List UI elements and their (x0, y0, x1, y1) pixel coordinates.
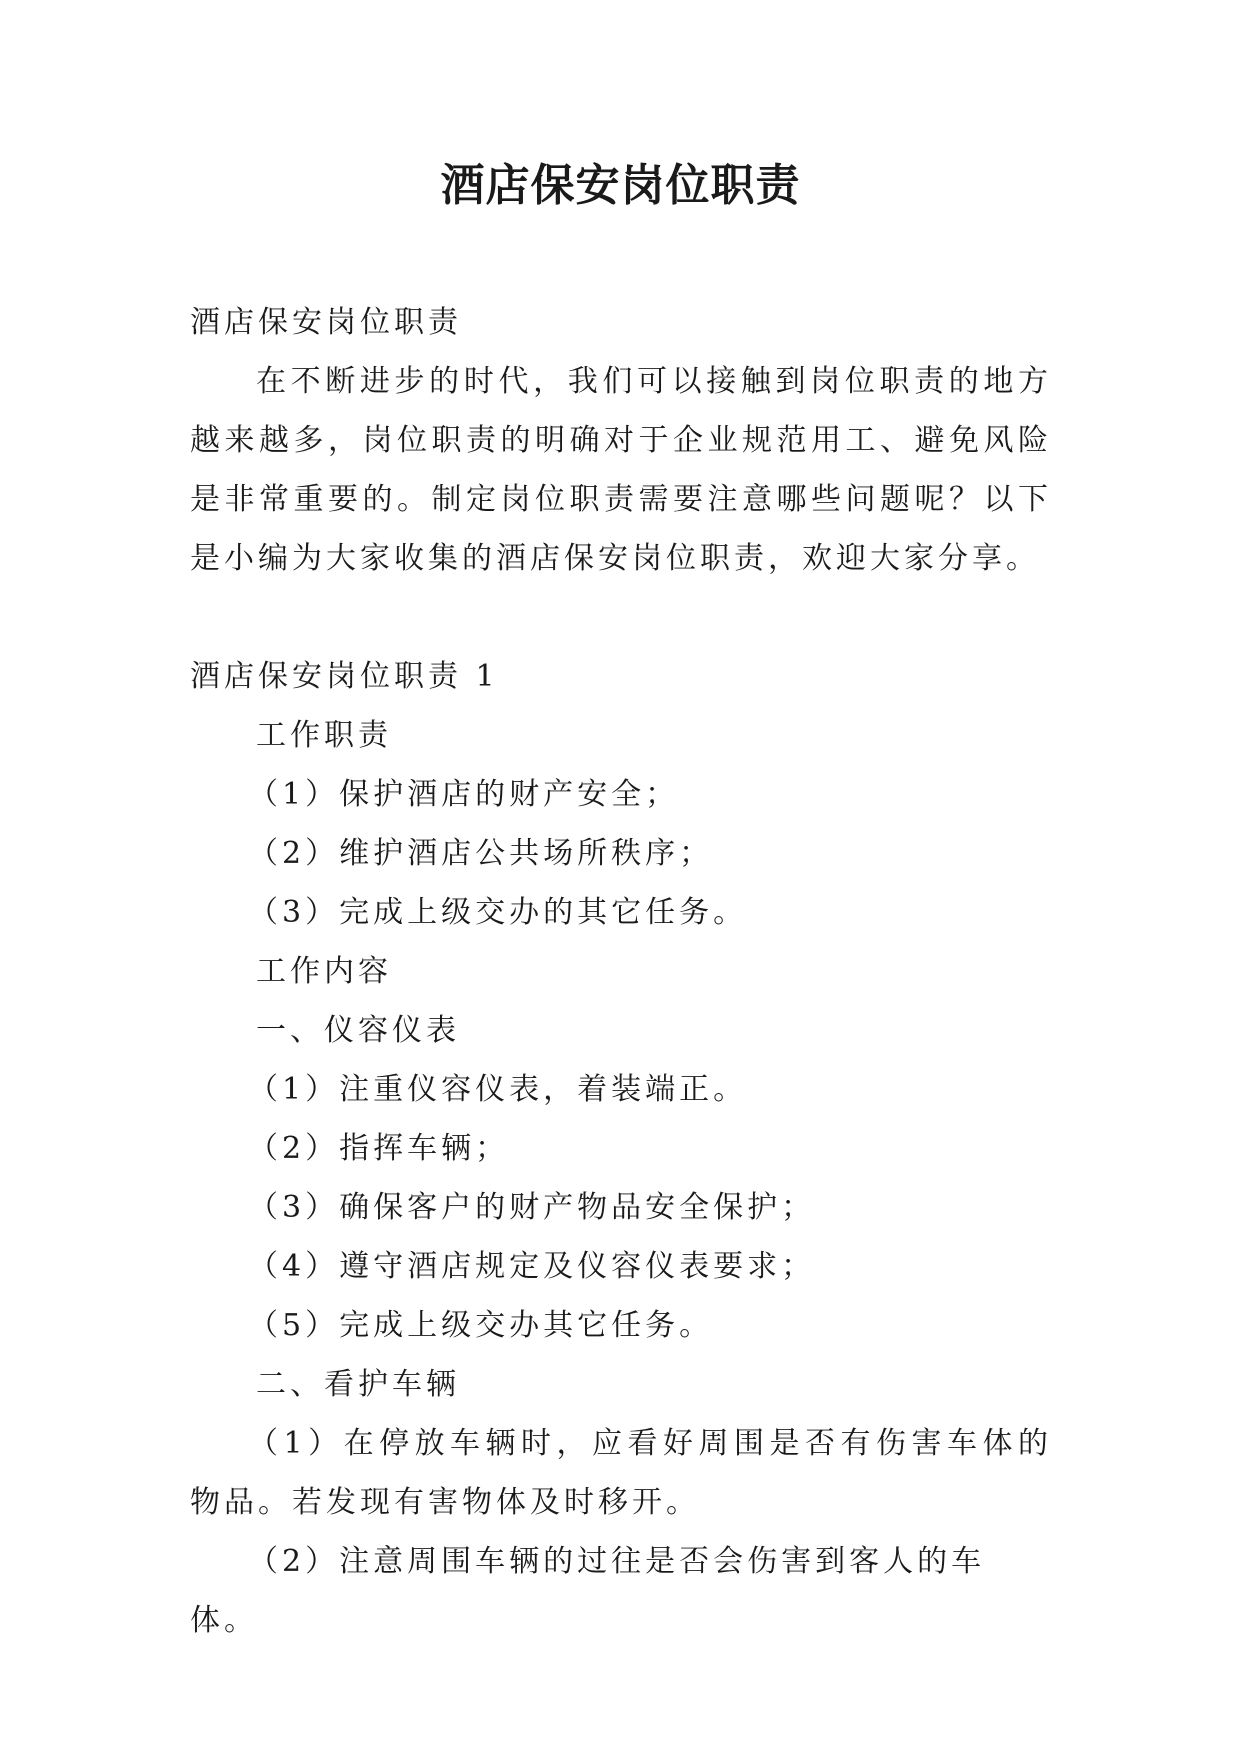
part1-item-4: （4）遵守酒店规定及仪容仪表要求； (248, 1249, 816, 1284)
part1-item-3: （3）确保客户的财产物品安全保护； (248, 1190, 816, 1225)
part2-item-2: （2）注意周围车辆的过往是否会伤害到客人的车体。 (190, 1544, 986, 1638)
part1-item-1: （1）注重仪容仪表，着装端正。 (248, 1072, 748, 1107)
paragraph-gap (190, 588, 1052, 647)
document-title: 酒店保安岗位职责 (440, 160, 801, 211)
duty-item-2: （2）维护酒店公共场所秩序； (248, 836, 714, 871)
part1-heading: 一、仪容仪表 (256, 1013, 460, 1048)
part1-item-2: （2）指挥车辆； (248, 1131, 510, 1166)
document-body (190, 293, 1052, 1650)
duty-item-1: （1）保护酒店的财产安全； (248, 777, 680, 812)
duty-item-3: （3）完成上级交办的其它任务。 (248, 895, 748, 930)
content-heading: 工作内容 (256, 954, 392, 989)
intro-paragraph: 在不断进步的时代，我们可以接触到岗位职责的地方越来越多，岗位职责的明确对于企业规范用工、避免风险是非常重要的。制定岗位职责需要注意哪些问题呢？以下是小编为大家收集的酒店保安岗位职责，欢迎大家分享。 (190, 364, 1052, 576)
section-heading: 酒店保安岗位职责 1 (190, 659, 499, 694)
subtitle: 酒店保安岗位职责 (190, 305, 462, 340)
part1-item-5: （5）完成上级交办其它任务。 (248, 1308, 714, 1343)
part2-heading: 二、看护车辆 (256, 1367, 460, 1402)
part2-item-1: （1）在停放车辆时，应看好周围是否有伤害车体的物品。若发现有害物体及时移开。 (190, 1426, 1052, 1520)
duty-heading: 工作职责 (256, 718, 392, 753)
